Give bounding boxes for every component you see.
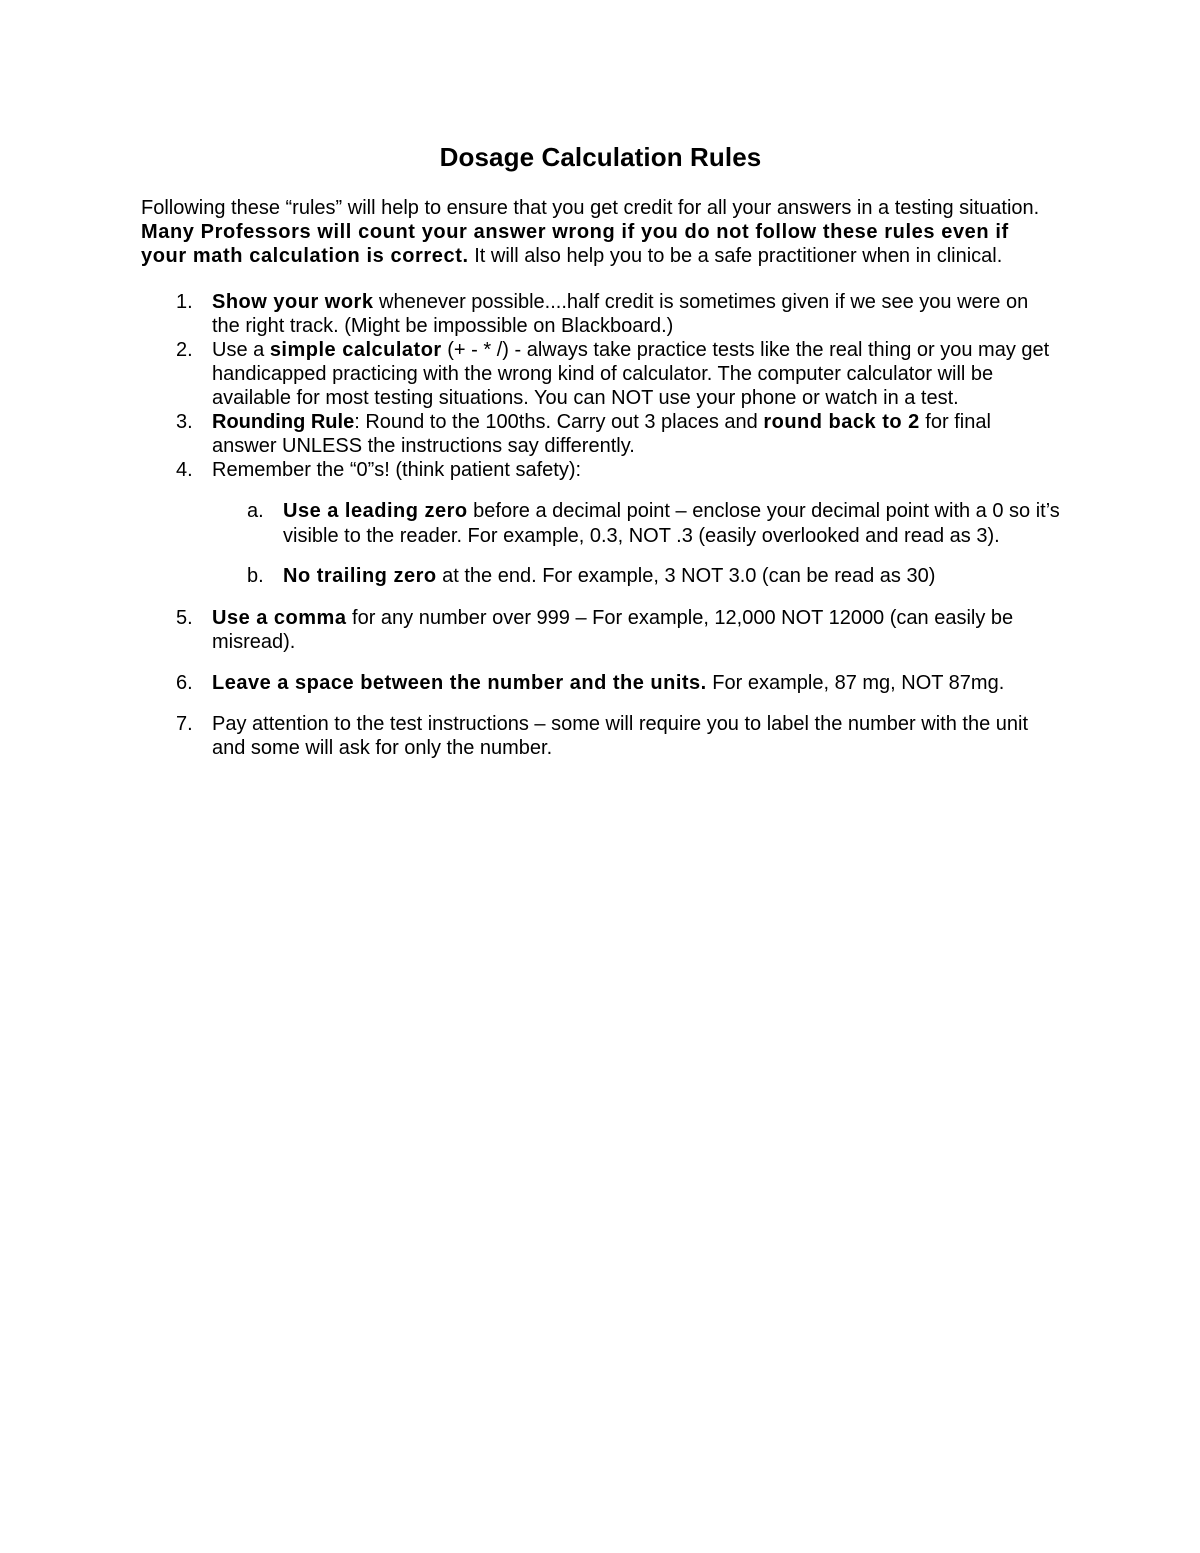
rule-bold: Show your work	[212, 291, 374, 313]
rule-number: 2.	[176, 339, 193, 361]
page-title: Dosage Calculation Rules	[439, 142, 762, 172]
rule-bold: simple calculator	[269, 339, 442, 361]
sub-item-letter: b.	[247, 565, 264, 587]
rule-text: whenever possible....half credit is sometimes given if we see you were on the right track. (Might be impossible on Blackboard.)	[212, 291, 1029, 337]
rule-text: for any number over 999 – For example, 12,000 NOT 12000 (can easily be misread).	[212, 607, 1014, 653]
rule-item-4	[141, 458, 1060, 589]
rule-bold: Rounding Rule	[212, 411, 355, 433]
intro-bold-warning: Many Professors will count your answer wrong if you do not follow these rules even if your math calculation is correct.	[141, 221, 1009, 267]
rule-text: Remember the “0”s! (think patient safety):	[212, 459, 582, 481]
rule-item-2	[141, 338, 1060, 410]
sub-item-letter: a.	[247, 500, 264, 522]
rule-number: 1.	[176, 291, 193, 313]
rule-text: Use a	[212, 339, 270, 361]
rule-item-5	[141, 606, 1060, 654]
rule-text: Pay attention to the test instructions – some will require you to label the number with the unit and some will ask for only the number.	[212, 713, 1028, 759]
rule-item-6	[141, 671, 1060, 695]
zeros-sublist	[212, 499, 1060, 589]
rule-text: : Round to the 100ths. Carry out 3 places and	[354, 411, 764, 433]
rule-text: (+ - * /) - always take practice tests like the real thing or you may get handicapped practicing with the wrong kind of calculator. The computer calculator will be available for most testing situations. You can NOT use your phone or watch in a test.	[212, 339, 1050, 409]
rule-item-3	[141, 410, 1060, 458]
rule-number: 3.	[176, 411, 193, 433]
rule-number: 5.	[176, 607, 193, 629]
rule-bold: round back to 2	[763, 411, 920, 433]
rule-number: 4.	[176, 459, 193, 481]
rule-item-1	[141, 290, 1060, 338]
intro-paragraph	[141, 196, 1060, 268]
sub-item-text: before a decimal point – enclose your decimal point with a 0 so it’s visible to the reader. For example, 0.3, NOT .3 (easily overlooked and read as 3).	[283, 500, 1060, 547]
rule-text: For example, 87 mg, NOT 87mg.	[706, 672, 1005, 694]
sub-item-a	[212, 499, 1060, 549]
rule-number: 6.	[176, 672, 193, 694]
sub-item-bold: Use a leading zero	[283, 500, 468, 522]
intro-text-1: Following these “rules” will help to ensure that you get credit for all your answers in a testing situation.	[141, 197, 1040, 219]
rules-list	[141, 290, 1060, 760]
rule-bold: Leave a space between the number and the units.	[212, 672, 707, 694]
rule-number: 7.	[176, 713, 193, 735]
intro-text-2: It will also help you to be a safe practitioner when in clinical.	[468, 245, 1003, 267]
rule-text: for final answer UNLESS the instructions say differently.	[212, 411, 991, 457]
rule-item-7	[141, 712, 1060, 760]
rule-bold: Use a comma	[212, 607, 347, 629]
sub-item-b	[212, 564, 1060, 589]
sub-item-bold: No trailing zero	[283, 565, 437, 587]
sub-item-text: at the end. For example, 3 NOT 3.0 (can be read as 30)	[436, 565, 936, 587]
